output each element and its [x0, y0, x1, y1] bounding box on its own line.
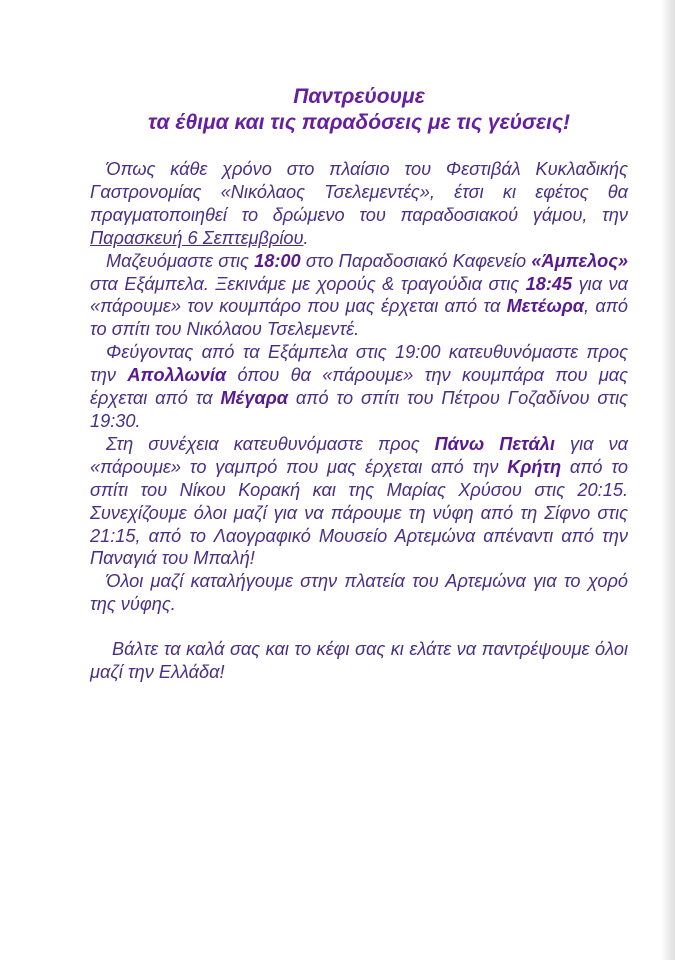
paragraph-apollonia [90, 341, 628, 433]
apollonia-text-a: Φεύγοντας από τα Εξάμπελα στις 19:00 κατευθυνόμαστε προς την [90, 342, 628, 386]
title-line-2: τα έθιμα και τις παραδόσεις με τις γεύσεις! [147, 111, 571, 134]
groom-text-b: για να «πάρουμε» το γαμπρό που μας έρχεται από την [90, 433, 628, 477]
title-line-1: Παντρεύουμε [293, 85, 425, 108]
closing-invitation [90, 638, 628, 684]
intro-text: Όπως κάθε χρόνο στο πλαίσιο του Φεστιβάλ Κυκλαδικής Γαστρονομίας «Νικόλαος Τσελεμεντές», έτσι κι εφέτος θα πραγματοποιηθεί το δρώμενο του παραδοσιακού γάμου, την [90, 159, 628, 225]
gathering-text-b: στο Παραδοσιακό Καφενείο [300, 250, 532, 271]
gathering-text-a: Μαζευόμαστε στις [106, 250, 255, 271]
gathering-text-e: , από το σπίτι του Νικόλαου Τσελεμεντέ. [90, 296, 629, 340]
best-man-origin: Μετέωρα [506, 296, 585, 317]
square-text: Όλοι μαζί καταλήγουμε στην πλατεία του Αρτεμώνα για το χορό της νύφης. [90, 571, 628, 615]
groom-place: Πάνω Πετάλι [434, 433, 555, 454]
gathering-text-d: για να «πάρουμε» τον κουμπάρο που μας έρχεται από τα [90, 273, 628, 317]
apollonia-text-b: όπου θα «πάρουμε» την κουμπάρα που μας έρχεται από τα [90, 365, 629, 409]
paragraph-gathering [90, 250, 628, 342]
document [90, 84, 628, 684]
apollonia-place: Απολλωνία [127, 365, 227, 386]
groom-text-a: Στη συνέχεια κατευθυνόμαστε προς [106, 433, 435, 454]
groom-text-c: από το σπίτι του Νίκου Κορακή και της Μαρίας Χρύσου στις 20:15. Συνεχίζουμε όλοι μαζί για να πάρουμε τη νύφη από τη Σίφνο στις 21:15, από το Λαογραφικό Μουσείο Αρτεμώνα απέναντι από την Παναγιά του Μπαλή! [90, 456, 628, 569]
paragraph-intro [90, 158, 628, 250]
paragraph-square [90, 570, 628, 616]
maid-of-honor-origin: Μέγαρα [220, 388, 289, 409]
document-body [90, 158, 628, 684]
groom-origin: Κρήτη [507, 456, 562, 477]
intro-end: . [303, 227, 309, 248]
page-edge-shadow [661, 0, 675, 960]
apollonia-text-c: από το σπίτι του Πέτρου Γοζαδίνου στις 19:30. [90, 388, 629, 431]
document-title [90, 84, 628, 136]
spacer [90, 616, 628, 638]
gathering-time: 18:00 [254, 250, 301, 271]
gathering-text-c: στα Εξάμπελα. Ξεκινάμε με χορούς & τραγούδια στις [90, 273, 526, 294]
closing-text: Βάλτε τα καλά σας και το κέφι σας κι ελάτε να παντρέψουμε όλοι μαζί την Ελλάδα! [90, 639, 628, 683]
dance-time: 18:45 [525, 273, 573, 294]
event-date: Παρασκευή 6 Σεπτεμβρίου [90, 227, 304, 248]
paragraph-groom [90, 433, 628, 570]
cafe-name: «Άμπελος» [531, 250, 629, 271]
